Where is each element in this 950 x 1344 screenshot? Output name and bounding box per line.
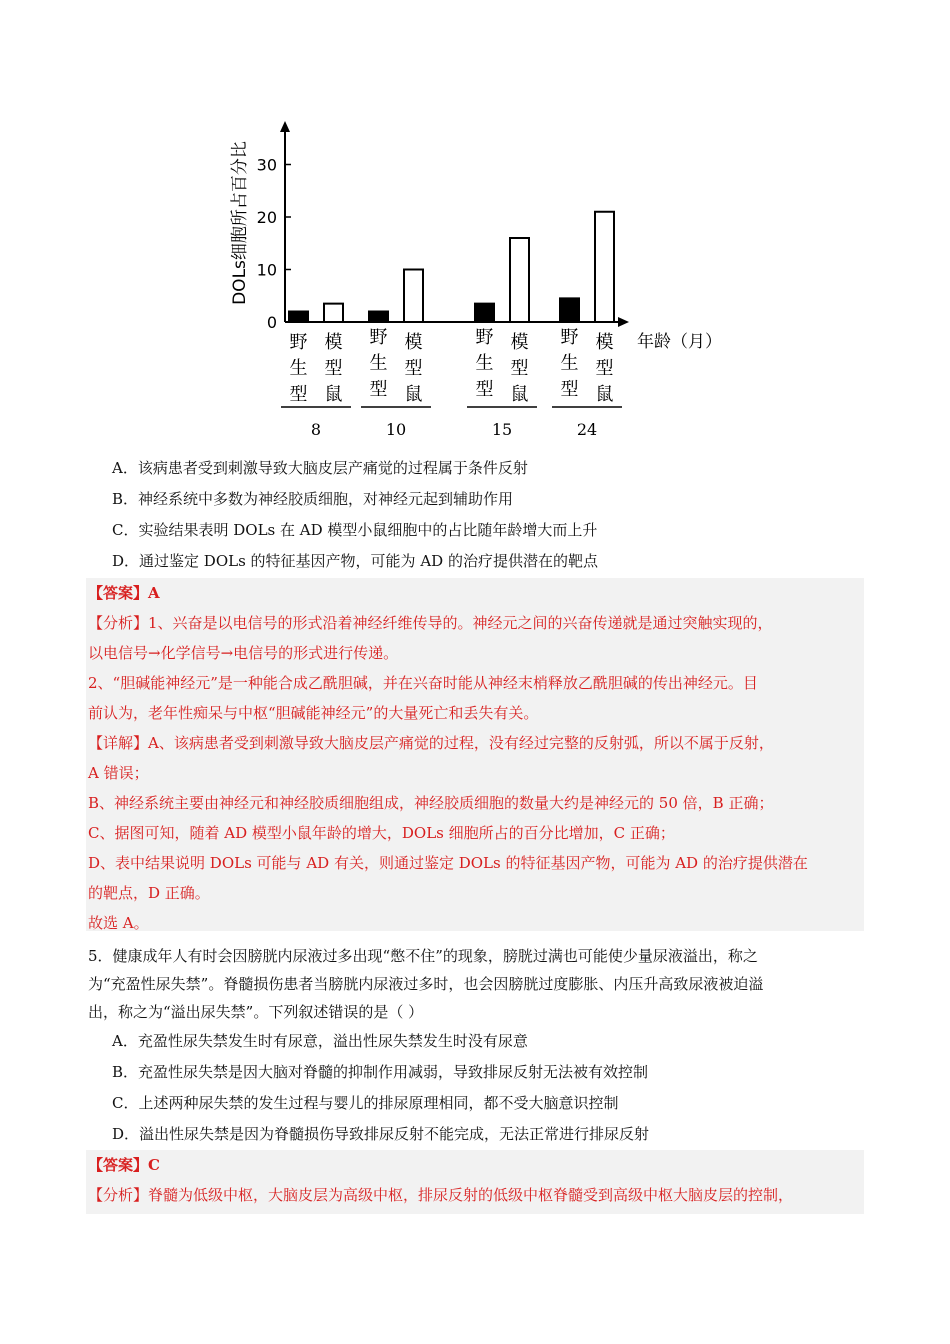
bar (475, 304, 494, 322)
analysis-line: 【详解】A、该病患者受到刺激导致大脑皮层产痛觉的过程，没有经过完整的反射弧，所以不属于反射， (88, 734, 774, 752)
y-axis-arrow (280, 121, 290, 132)
y-tick-label: 0 (266, 313, 277, 332)
option-line: A．充盈性尿失禁发生时有尿意，溢出性尿失禁发生时没有尿意 (112, 1032, 528, 1050)
x-axis-label: 年龄（月） (637, 332, 722, 352)
series-label: 野生型 (369, 327, 388, 400)
analysis-line: D、表中结果说明 DOLs 可能与 AD 有关，则通过鉴定 DOLs 的特征基因产物，可能为 AD 的治疗提供潜在 (88, 854, 808, 872)
y-tick-label: 20 (256, 208, 277, 227)
series-label: 野生型 (560, 327, 579, 400)
analysis-line: C、据图可知，随着 AD 模型小鼠年龄的增大，DOLs 细胞所占的百分比增加，C 正确； (88, 824, 675, 842)
group-label: 15 (491, 420, 513, 439)
analysis-line: 【分析】1、兴奋是以电信号的形式沿着神经纤维传导的。神经元之间的兴奋传递就是通过突触实现的， (88, 614, 773, 632)
bar (369, 312, 388, 323)
analysis-line: 的靶点，D 正确。 (88, 884, 210, 902)
question-stem-line: 5．健康成年人有时会因膀胱内尿液过多出现“憋不住”的现象，膀胱过满也可能使少量尿液溢出，称之 (88, 947, 758, 965)
option-line: D．溢出性尿失禁是因为脊髓损伤导致排尿反射不能完成，无法正常进行排尿反射 (112, 1125, 650, 1143)
option-line: C．实验结果表明 DOLs 在 AD 模型小鼠细胞中的占比随年龄增大而上升 (112, 521, 598, 539)
option-line: C．上述两种尿失禁的发生过程与婴儿的排尿原理相同，都不受大脑意识控制 (112, 1094, 619, 1112)
analysis-line: 前认为，老年性痴呆与中枢“胆碱能神经元”的大量死亡和丢失有关。 (88, 704, 539, 722)
q4-answer-box (86, 578, 864, 931)
q5-analysis: 【分析】脊髓为低级中枢，大脑皮层为高级中枢，排尿反射的低级中枢脊髓受到高级中枢大脑皮层的控制， (88, 1186, 794, 1204)
y-tick-label: 10 (256, 260, 277, 280)
analysis-line: A 错误； (88, 764, 149, 782)
q5-answer: 【答案】C (88, 1156, 160, 1174)
analysis-line: 2、“胆碱能神经元”是一种能合成乙酰胆碱，并在兴奋时能从神经末梢释放乙酰胆碱的传出神经元。目 (88, 674, 758, 692)
option-line: B．神经系统中多数为神经胶质细胞，对神经元起到辅助作用 (112, 490, 514, 508)
option-line: A．该病患者受到刺激导致大脑皮层产痛觉的过程属于条件反射 (112, 459, 528, 477)
bar (595, 212, 614, 322)
bar (324, 304, 343, 322)
q5-answer-box (86, 1150, 864, 1214)
y-axis-label: DOLs细胞所占百分比 (230, 141, 250, 305)
q4-answer: 【答案】A (88, 584, 160, 602)
bar (510, 238, 529, 322)
group-label: 10 (385, 420, 407, 439)
bar-chart (215, 115, 755, 445)
question-stem-line: 出，称之为“溢出尿失禁”。下列叙述错误的是（ ） (88, 1003, 424, 1021)
option-line: B．充盈性尿失禁是因大脑对脊髓的抑制作用减弱，导致排尿反射无法被有效控制 (112, 1063, 649, 1081)
analysis-line: 以电信号→化学信号→电信号的形式进行传递。 (88, 644, 399, 662)
analysis-line: B、神经系统主要由神经元和神经胶质细胞组成，神经胶质细胞的数量大约是神经元的 50 倍，B 正确； (88, 794, 774, 812)
question-stem-line: 为“充盈性尿失禁”。脊髓损伤患者当膀胱内尿液过多时，也会因膀胱过度膨胀、内压升高致尿液被迫溢 (88, 975, 764, 993)
series-label: 野生型 (475, 327, 494, 400)
bar (289, 312, 308, 323)
series-label: 模型鼠 (595, 332, 614, 405)
series-label: 模型鼠 (324, 332, 343, 405)
group-label: 24 (576, 420, 598, 439)
series-label: 模型鼠 (510, 332, 529, 405)
x-axis-arrow (618, 317, 629, 327)
series-label: 模型鼠 (404, 332, 423, 405)
analysis-line: 故选 A。 (88, 914, 149, 932)
bar (560, 298, 579, 322)
group-label: 8 (310, 420, 322, 439)
series-label: 野生型 (289, 332, 308, 405)
y-tick-label: 30 (256, 155, 277, 175)
bar (404, 270, 423, 323)
option-line: D．通过鉴定 DOLs 的特征基因产物，可能为 AD 的治疗提供潜在的靶点 (112, 552, 598, 570)
